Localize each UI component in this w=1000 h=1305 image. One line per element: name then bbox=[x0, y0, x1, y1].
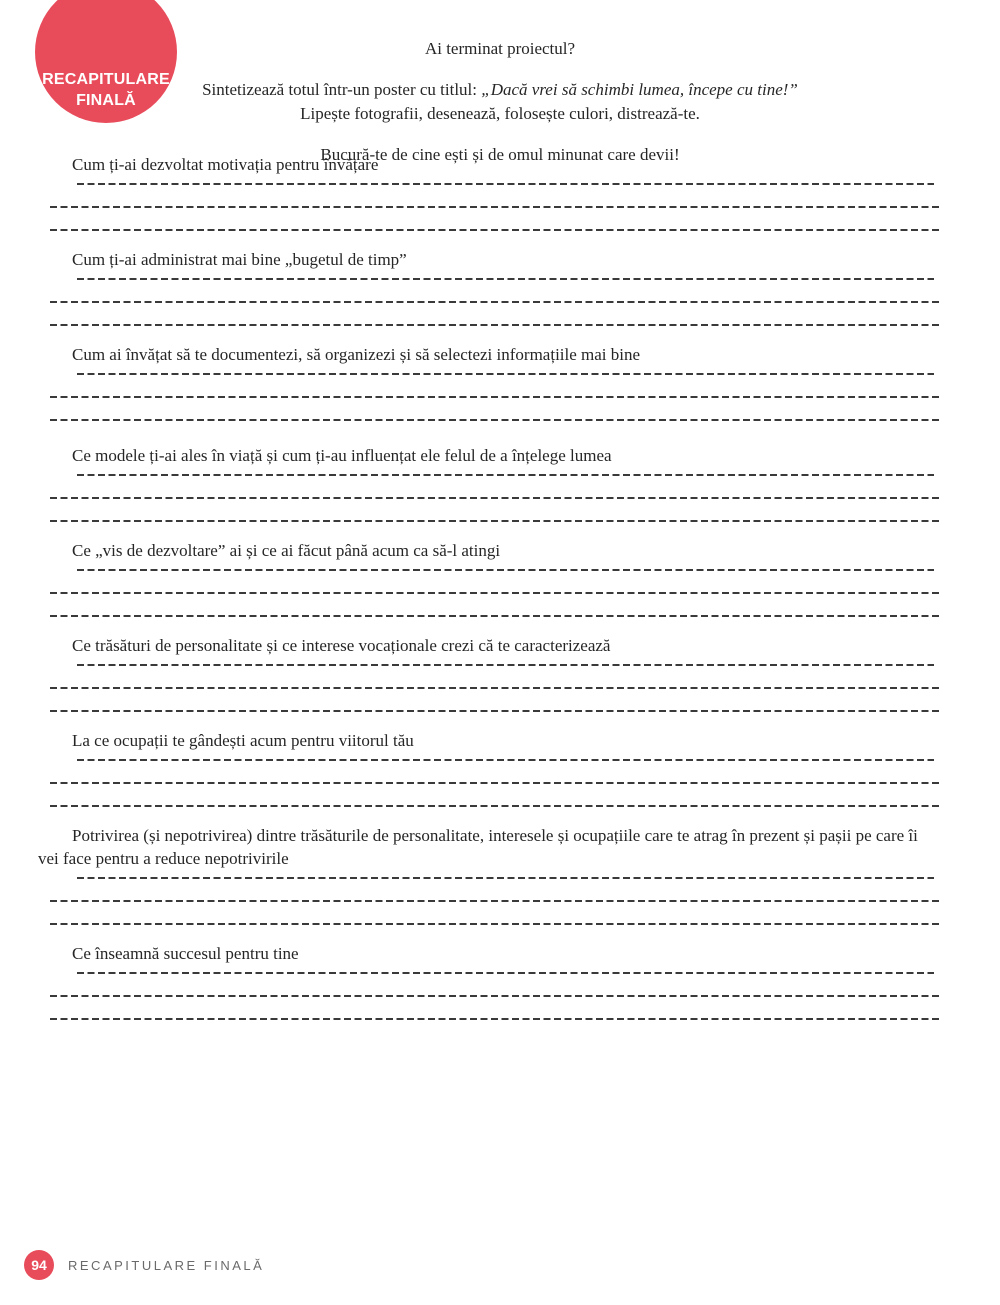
answer-line bbox=[50, 900, 940, 902]
question-text: Cum ți-ai administrat mai bine „bugetul de timp” bbox=[72, 250, 407, 269]
answer-line bbox=[50, 782, 940, 784]
footer-chapter-label: RECAPITULARE FINALĂ bbox=[68, 1257, 265, 1273]
answer-line bbox=[50, 805, 940, 807]
answer-line bbox=[50, 1018, 940, 1020]
question-group bbox=[38, 539, 940, 617]
question-text: Ce trăsături de personalitate și ce interese vocaționale crezi că te caracterizează bbox=[72, 636, 611, 655]
page-footer bbox=[24, 1250, 264, 1280]
question-group bbox=[38, 248, 940, 326]
answer-line bbox=[77, 877, 934, 879]
answer-line bbox=[77, 972, 934, 974]
question-text: Cum ți-ai dezvoltat motivația pentru învățare bbox=[72, 155, 379, 174]
answer-line bbox=[50, 419, 940, 421]
answer-line bbox=[50, 995, 940, 997]
question-text: Potrivirea (și nepotrivirea) dintre trăsăturile de personalitate, interesele și ocupațiile care te atrag în prezent și pașii pe care îi vei face pentru a reduce nepotrivirile bbox=[38, 826, 918, 868]
answer-line bbox=[50, 615, 940, 617]
answer-line bbox=[77, 569, 934, 571]
answer-line bbox=[50, 592, 940, 594]
chapter-badge bbox=[35, 0, 177, 123]
question-group bbox=[38, 729, 940, 807]
question-text: Ce înseamnă succesul pentru tine bbox=[72, 944, 299, 963]
answer-line bbox=[50, 206, 940, 208]
question-text: Cum ai învățat să te documentezi, să organizezi și să selectezi informațiile mai bine bbox=[72, 345, 641, 364]
poster-instruction-text: Sintetizează totul într-un poster cu titlul: bbox=[202, 80, 482, 99]
answer-line bbox=[50, 229, 940, 231]
answer-line bbox=[77, 278, 934, 280]
question-group bbox=[38, 634, 940, 712]
answer-line bbox=[50, 687, 940, 689]
answer-line bbox=[50, 923, 940, 925]
question-text: Ce „vis de dezvoltare” ai și ce ai făcut până acum ca să-l atingi bbox=[72, 541, 501, 560]
answer-line bbox=[50, 396, 940, 398]
answer-line bbox=[50, 301, 940, 303]
answer-line bbox=[50, 497, 940, 499]
answer-line bbox=[50, 710, 940, 712]
closing-question: Ai terminat proiectul? bbox=[424, 39, 576, 58]
question-group bbox=[38, 824, 940, 925]
answer-line bbox=[77, 373, 934, 375]
answer-line bbox=[77, 183, 934, 185]
poster-title-quote: „Dacă vrei să schimbi lumea, începe cu tine!” bbox=[481, 80, 798, 99]
closing-encouragement: Bucură-te de cine ești și de omul minunat care devii! bbox=[320, 145, 680, 164]
chapter-badge-label bbox=[35, 69, 177, 111]
answer-line bbox=[50, 324, 940, 326]
questions-list bbox=[38, 153, 940, 1037]
answer-line bbox=[77, 664, 934, 666]
answer-line bbox=[77, 759, 934, 761]
question-group bbox=[38, 153, 940, 231]
question-group bbox=[38, 444, 940, 522]
question-text: La ce ocupații te gândești acum pentru viitorul tău bbox=[72, 731, 414, 750]
answer-line bbox=[50, 520, 940, 522]
question-group bbox=[38, 942, 940, 1020]
poster-decorate-text: Lipește fotografii, desenează, folosește culori, distrează-te. bbox=[300, 104, 700, 123]
chapter-badge-line2: FINALĂ bbox=[76, 92, 136, 109]
question-text: Ce modele ți-ai ales în viață și cum ți-au influențat ele felul de a înțelege lumea bbox=[72, 446, 612, 465]
chapter-badge-line1: RECAPITULARE bbox=[42, 71, 170, 88]
answer-line bbox=[77, 474, 934, 476]
question-group bbox=[38, 343, 940, 421]
page-number-badge: 94 bbox=[24, 1250, 54, 1280]
